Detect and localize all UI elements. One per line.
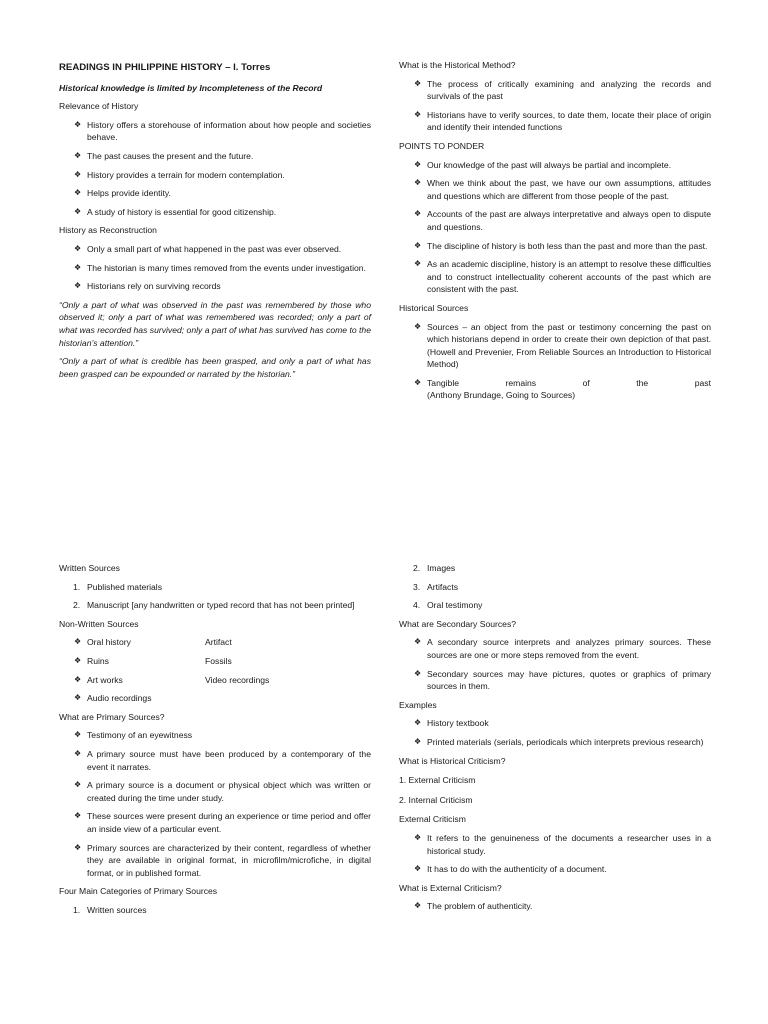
section-heading-ponder: POINTS TO PONDER	[399, 140, 485, 151]
list-item: ❖ Our knowledge of the past will always be partial and incomplete.	[399, 159, 711, 172]
section-heading-reconstruction: History as Reconstruction	[59, 225, 157, 236]
list-item: ❖ Historians rely on surviving records	[59, 280, 371, 293]
item-number: 3.	[413, 581, 421, 592]
list-item	[59, 599, 371, 612]
page1-right-column	[399, 59, 711, 408]
list-item: ❖ Sources – an object from the past or testimony concerning the past on which historians depend in order to create their own depiction of that past. (Howell and Prevenier, From Reliable Sources an Introduction to Historical Method)	[399, 321, 711, 371]
nonwritten-item: Video recordings	[205, 674, 270, 685]
section-heading-what-external: What is External Criticism?	[399, 882, 502, 893]
list-item	[59, 674, 371, 687]
written-list	[59, 581, 371, 612]
method-list	[399, 78, 711, 134]
list-item: ❖ Printed materials (serials, periodicals which interprets previous research)	[399, 736, 711, 749]
criticism-item-internal: 2. Internal Criticism	[399, 794, 473, 805]
list-item: ❖ A study of history is essential for good citizenship.	[59, 206, 371, 219]
section-heading-nonwritten: Non-Written Sources	[59, 618, 139, 629]
list-item: ❖ Historians have to verify sources, to date them, locate their place of origin and identify their intended functions	[399, 109, 711, 134]
list-item	[59, 636, 371, 649]
list-item	[59, 581, 371, 594]
item-number: 2.	[413, 563, 421, 573]
list-item	[399, 599, 711, 612]
quote-observed: “Only a part of what was observed in the past was remembered by those who observed it; only a part of what was remembered was recorded; only a part of what was recorded has survived; only a part of what has survived has come to the historian’s attention.”	[59, 299, 371, 348]
list-item: ❖ The problem of authenticity.	[399, 900, 711, 913]
tangible-citation: (Anthony Brundage, Going to Sources)	[427, 390, 576, 401]
list-item: ❖ Secondary sources may have pictures, quotes or graphics of primary sources in them.	[399, 668, 711, 693]
ponder-list	[399, 159, 711, 296]
tangible-word: ❖ Tangible	[427, 377, 460, 388]
section-heading-criticism: What is Historical Criticism?	[399, 755, 506, 766]
nonwritten-item: ❖ Ruins	[87, 655, 109, 666]
section-heading-relevance: Relevance of History	[59, 101, 139, 112]
document-subtitle: Historical knowledge is limited by Incompleteness of the Record	[59, 82, 323, 93]
quote-credible: “Only a part of what is credible has been grasped, and only a part of what has been grasped can be expounded or narrated by the historian.”	[59, 356, 371, 379]
external-list	[399, 832, 711, 876]
list-item	[399, 581, 711, 594]
list-item: ❖ History offers a storehouse of information about how people and societies behave.	[59, 119, 371, 144]
list-item: ❖ Accounts of the past are always interpretative and always open to dispute and questions.	[399, 208, 711, 233]
page2-left-column	[59, 562, 371, 922]
list-item: ❖ Only a small part of what happened in the past was ever observed.	[59, 243, 371, 256]
relevance-list	[59, 119, 371, 219]
nonwritten-item: Artifact	[205, 637, 232, 648]
list-item: ❖ History textbook	[399, 717, 711, 730]
nonwritten-item: ❖ Art works	[87, 674, 123, 685]
list-item: ❖ The discipline of history is both less than the past and more than the past.	[399, 240, 711, 253]
item-text: Published materials	[87, 581, 162, 592]
nonwritten-item: ❖ Oral history	[87, 637, 131, 648]
tangible-word: past	[694, 377, 711, 388]
list-item: ❖ Primary sources are characterized by their content, regardless of whether they are available in original format, in microfilm/microfiche, in digital format, or in published format.	[59, 842, 371, 880]
primary-list	[59, 729, 371, 879]
section-heading-primary: What are Primary Sources?	[59, 711, 165, 722]
list-item: ❖ The past causes the present and the future.	[59, 150, 371, 163]
list-item: ❖ When we think about the past, we have our own assumptions, attitudes and questions which are different from those people of the past.	[399, 177, 711, 202]
item-number: 1.	[73, 904, 81, 915]
list-item	[59, 655, 371, 668]
list-item: ❖ A secondary source interprets and analyzes primary sources. These sources are one or more steps removed from the event.	[399, 636, 711, 661]
list-item	[59, 692, 371, 705]
tangible-word: remains	[505, 377, 537, 388]
page1-left-column	[59, 62, 371, 380]
tangible-word: the	[636, 377, 649, 388]
criticism-item-external: 1. External Criticism	[399, 775, 476, 786]
list-item: ❖ Testimony of an eyewitness	[59, 729, 371, 742]
item-text: Written sources	[87, 904, 147, 915]
item-number: 1.	[73, 581, 81, 592]
categories-list-continued	[399, 562, 711, 612]
nonwritten-list	[59, 636, 371, 704]
list-item	[399, 562, 711, 575]
section-heading-written: Written Sources	[59, 563, 120, 573]
list-item	[59, 904, 371, 917]
list-item: ❖ A primary source must have been produced by a contemporary of the event it narrates.	[59, 748, 371, 773]
list-item-tangible	[399, 377, 711, 402]
item-number: 4.	[413, 600, 421, 611]
item-number: 2.	[73, 600, 81, 611]
list-item: ❖ Helps provide identity.	[59, 187, 371, 200]
list-item: ❖ The historian is many times removed from the events under investigation.	[59, 262, 371, 275]
list-item: ❖ The process of critically examining and analyzing the records and survivals of the past	[399, 78, 711, 103]
section-heading-method: What is the Historical Method?	[399, 60, 516, 70]
nonwritten-item: ❖ Audio recordings	[87, 693, 152, 704]
section-heading-sources: Historical Sources	[399, 302, 469, 313]
what-external-list	[399, 900, 711, 913]
reconstruction-list	[59, 243, 371, 293]
item-text: Artifacts	[427, 581, 459, 592]
list-item: ❖ It has to do with the authenticity of a document.	[399, 863, 711, 876]
tangible-word: of	[582, 377, 590, 388]
section-heading-external: External Criticism	[399, 814, 466, 825]
list-item: ❖ These sources were present during an experience or time period and offer an inside view of a particular event.	[59, 810, 371, 835]
item-text: Oral testimony	[427, 600, 483, 611]
section-heading-categories: Four Main Categories of Primary Sources	[59, 886, 218, 897]
secondary-list	[399, 636, 711, 692]
list-item: ❖ History provides a terrain for modern contemplation.	[59, 169, 371, 182]
list-item: ❖ As an academic discipline, history is an attempt to resolve these difficulties and to construct intellectuality coherent accounts of the past which are consistent with the past.	[399, 258, 711, 296]
item-text: Manuscript [any handwritten or typed record that has not been printed]	[87, 600, 355, 611]
categories-list	[59, 904, 371, 917]
examples-list	[399, 717, 711, 748]
list-item: ❖ A primary source is a document or physical object which was written or created during the time under study.	[59, 779, 371, 804]
document-title: READINGS IN PHILIPPINE HISTORY – I. Torres	[59, 62, 271, 73]
list-item: ❖ It refers to the genuineness of the documents a researcher uses in a historical study.	[399, 832, 711, 857]
sources-list	[399, 321, 711, 403]
page2-right-column	[399, 562, 711, 919]
section-heading-examples: Examples	[399, 699, 437, 710]
item-text: Images	[427, 563, 456, 573]
section-heading-secondary: What are Secondary Sources?	[399, 618, 517, 629]
nonwritten-item: Fossils	[205, 655, 232, 666]
